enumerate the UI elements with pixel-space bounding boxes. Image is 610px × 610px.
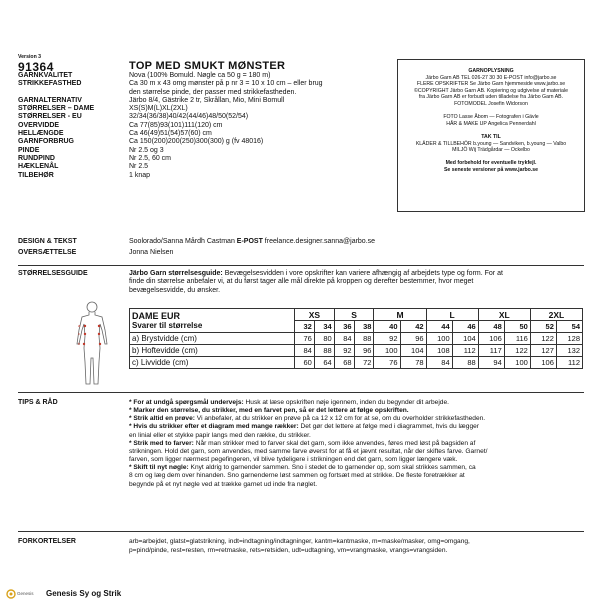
size-header: L	[426, 309, 478, 321]
size-header: S	[334, 309, 374, 321]
measurement-value: 112	[556, 357, 582, 369]
spec-label: OVERVIDDE	[18, 121, 60, 129]
spec-label: GARNALTERNATIV	[18, 96, 82, 104]
sizeguide-intro	[129, 270, 585, 295]
measurement-value: 94	[478, 357, 504, 369]
measurement-value: 112	[452, 345, 478, 357]
measurement-value: 106	[530, 357, 556, 369]
tip-text: en linial eller et stykke papir langs med den række, du strikker.	[129, 431, 311, 439]
size-table-title: DAME EUR	[132, 310, 181, 321]
infobox-line: Med forbehold for eventuelle trykfejl.	[445, 160, 537, 167]
infobox-line: KLÄDER & TILLBEHÖR b.young — Sandviken, b.young — Valbo	[415, 140, 567, 147]
infobox-line: fra Järbo Garn AB er forbudt uden tilladelse fra Järbo Garn AB.	[418, 94, 564, 101]
tip-line	[129, 464, 585, 472]
spec-row	[18, 147, 398, 155]
measurement-value: 64	[314, 357, 334, 369]
eu-size: 40	[374, 321, 400, 333]
tip-text: Vi anbefaler, at du strikker en prøve på ca 12 x 12 cm for at se, om du overholder strikkefastheden.	[194, 415, 486, 423]
svg-text:a: a	[78, 323, 81, 328]
tip-line	[129, 423, 585, 431]
eu-size: 36	[334, 321, 354, 333]
tip-text: farven, som ligger nærmest pegefingeren, vil blive tydeligere i strikningen end det garn, som ligger længere væk.	[129, 456, 458, 464]
measurement-value: 128	[556, 333, 582, 345]
measurement-value: 96	[354, 345, 374, 357]
sizeguide-intro-line: Bevægelsesvidden i vore opskrifter kan variere afhængig af arbejdets type og form. For at	[222, 270, 503, 277]
measurement-value: 88	[452, 357, 478, 369]
spec-label: STRIKKEFASTHED	[18, 80, 82, 88]
infobox-line: ©COPYRIGHT Järbo Garn AB. Kopiering og udgivelse af materiale	[414, 87, 568, 94]
spec-value: Järbo 8/4, Gästrike 2 tr, Skrållan, Mio, Mini Bomull	[129, 96, 285, 104]
measurement-value: 68	[334, 357, 354, 369]
size-table-row	[130, 357, 583, 369]
spec-value: Nr 2.5	[129, 163, 149, 171]
spec-value: Ca 77(85)93(101)111(120) cm	[129, 121, 223, 129]
measurement-value: 104	[400, 345, 426, 357]
eu-size: 34	[314, 321, 334, 333]
translator-label: OVERSÆTTELSE	[18, 249, 77, 256]
spec-value: Ca 46(49)51(54)57(60) cm	[129, 130, 212, 138]
eu-size: 42	[400, 321, 426, 333]
spec-value: 32/34(36/38)40/42(44/46)48/50(52/54)	[129, 113, 249, 121]
measurement-value: 88	[314, 345, 334, 357]
tips-label: TIPS & RÅD	[18, 399, 58, 406]
footer-brand: Genesis Sy og Strik	[46, 589, 122, 598]
pattern-number: 91364	[18, 60, 54, 74]
size-header: XL	[478, 309, 530, 321]
abbreviations-line: p=pind/pinde, rest=resten, rm=retmaske, rets=retsiden, udt=udtagning, vm=vrangmaske, vrangs=vrangsiden.	[129, 547, 448, 554]
version-label: Version 3	[18, 54, 42, 60]
tip-text: 8 cm og læg dem over hinanden. Sno garnenderne løst sammen og fortsæt med at strikke. De fleste foretrækker at	[129, 472, 465, 480]
spec-row	[18, 172, 398, 180]
spec-value: Nova (100% Bomuld. Nøgle ca 50 g = 180 m)	[129, 72, 271, 79]
svg-text:b: b	[78, 341, 81, 346]
tip-text: strikningen. Hold det garn, som anvendes, med samme farve øverst for at få et jævnt resultat, når der skiftes farve. Garnet/	[129, 447, 488, 455]
tip-heading: * Hvis du strikker efter et diagram med mange rækker:	[129, 423, 299, 431]
measurement-value: 72	[354, 357, 374, 369]
translator-value: Jonna Nielsen	[129, 249, 174, 256]
spec-label: PINDE	[18, 146, 40, 154]
tip-text: Husk at læse opskriften nøje igennem, inden du begynder dit arbejde.	[243, 399, 449, 406]
size-header: XS	[295, 309, 335, 321]
design-email: freelance.designer.sanna@jarbo.se	[262, 238, 376, 245]
eu-size: 46	[452, 321, 478, 333]
spec-row	[18, 138, 398, 146]
spec-value: Ca 30 m x 43 omg mønster på p nr 3 = 10 x 10 cm – eller brug	[129, 80, 323, 88]
sizeguide-label: STØRRELSESGUIDE	[18, 270, 88, 277]
measurement-value: 117	[478, 345, 504, 357]
measurement-value: 122	[530, 333, 556, 345]
size-header: M	[374, 309, 426, 321]
measurement-value: 100	[374, 345, 400, 357]
measurement-label: a) Brystvidde (cm)	[130, 333, 295, 345]
tip-heading: * For at undgå spørgsmål undervejs:	[129, 399, 244, 406]
measurement-label: c) Livvidde (cm)	[130, 357, 295, 369]
measurement-value: 92	[334, 345, 354, 357]
size-table-row	[130, 333, 583, 345]
measurement-value: 88	[354, 333, 374, 345]
infobox-line: GARNOPLYSNING	[468, 68, 514, 74]
tip-heading: * Skift til nyt nøgle:	[129, 464, 189, 472]
sizeguide-intro-line: finde din størrelse anbefaler vi, at du først tager alle mål direkte på kroppen og derefter bestemmer, hvor meget	[129, 278, 474, 286]
measurement-value: 60	[295, 357, 315, 369]
tip-line	[129, 440, 585, 448]
spec-label: HÆKLENÅL	[18, 163, 59, 171]
sizeguide-intro-line: bevægelsesvidde, du ønsker.	[129, 286, 221, 294]
design-label: DESIGN & TEKST	[18, 238, 77, 245]
spec-label: GARNKVALITET	[18, 72, 73, 79]
spec-label: HELLÆNGDE	[18, 130, 64, 138]
measurement-value: 84	[334, 333, 354, 345]
spec-label: RUNDPIND	[18, 154, 55, 162]
tip-text: Knyt aldrig to garnender sammen. Sno i stedet de to garnender op, som skal strikkes sammen, ca	[188, 464, 476, 472]
tip-heading: * Marker den størrelse, du strikker, med en farvet pen, så er det lettere at følge opskriften.	[129, 407, 409, 415]
infobox-line: HÅR & MAKE UP Angelica Pennerdahl	[446, 120, 536, 127]
spec-row	[18, 130, 398, 138]
eu-size: 44	[426, 321, 452, 333]
genesis-logo-text: Genesis	[17, 591, 34, 596]
tip-heading: * Strik altid en prøve:	[129, 415, 195, 423]
tip-line	[129, 432, 585, 440]
infobox-line: TAK TIL	[481, 133, 501, 140]
infobox-line	[398, 127, 584, 134]
spec-value: Nr 2.5 og 3	[129, 146, 164, 154]
spec-value: XS(S)M(L)XL(2XL)	[129, 105, 188, 113]
pattern-title: TOP MED SMUKT MØNSTER	[129, 60, 286, 72]
measurement-value: 92	[374, 333, 400, 345]
spec-row	[18, 89, 398, 97]
spec-label: STØRRELSER – DAME	[18, 105, 95, 113]
tip-line	[129, 456, 585, 464]
spec-label: STØRRELSER - EU	[18, 113, 82, 121]
size-table	[129, 308, 583, 369]
size-header: 2XL	[530, 309, 582, 321]
tip-line	[129, 472, 585, 480]
measurement-value: 104	[452, 333, 478, 345]
size-table-row	[130, 345, 583, 357]
spec-row	[18, 113, 398, 121]
tip-line	[129, 448, 585, 456]
measurement-value: 127	[530, 345, 556, 357]
infobox-line: Järbo Garn AB TEL 026-27 30 30 E-POST info@jarbo.se	[425, 74, 557, 81]
abbreviations-line: arb=arbejdet, glatst=glatstrikning, indt=indtagning/indtagninger, kantm=kantmaske, m=maske/masker, omg=omgang,	[129, 538, 470, 545]
measurement-value: 116	[504, 333, 530, 345]
eu-size: 52	[530, 321, 556, 333]
measurement-value: 100	[426, 333, 452, 345]
spec-value: 1 knap	[129, 171, 151, 179]
size-table-corner	[130, 309, 295, 333]
infobox-line: FOTO Lasse Åbom — Fotografen i Gävle	[443, 114, 539, 121]
measurement-value: 108	[426, 345, 452, 357]
measurement-value: 78	[400, 357, 426, 369]
measurement-value: 84	[426, 357, 452, 369]
spec-value: Ca 150(200)200(250)300(300) g (fv 48016)	[129, 138, 264, 146]
spec-value: Nr 2.5, 60 cm	[129, 154, 172, 162]
tip-text: Når man strikker med to farver skal det garn, som ikke anvendes, føres med løst på bagsiden af	[193, 439, 476, 447]
infobox-line: FOTOMODEL Josefin Widorson	[454, 100, 528, 107]
measurement-value: 132	[556, 345, 582, 357]
genesis-logo-icon	[6, 589, 16, 599]
spec-row	[18, 105, 398, 113]
spec-row	[18, 163, 398, 171]
spec-row	[18, 122, 398, 130]
measurement-value: 106	[478, 333, 504, 345]
infobox-line: FLERE OPSKRIFTER Se Järbo Garn hjemmeside www.jarbo.se	[416, 81, 566, 88]
tip-heading: * Strik med to farver:	[129, 439, 194, 447]
measurement-value: 122	[504, 345, 530, 357]
tip-line	[129, 399, 585, 407]
eu-size: 50	[504, 321, 530, 333]
measurement-value: 76	[295, 333, 315, 345]
size-table-subtitle: Svarer til størrelse	[132, 320, 203, 330]
measurement-value: 96	[400, 333, 426, 345]
svg-text:c: c	[78, 331, 80, 336]
sizeguide-intro-title: Järbo Garn størrelsesguide:	[129, 270, 223, 277]
spec-value: den størrelse pinde, der passer med strikkefastheden.	[129, 88, 297, 96]
body-measurement-figure-icon	[70, 300, 114, 388]
tips-list	[129, 399, 585, 489]
infobox-line: Se seneste versioner på www.jarbo.se	[443, 166, 539, 173]
eu-size: 32	[295, 321, 315, 333]
tip-line	[129, 481, 585, 489]
measurement-value: 80	[314, 333, 334, 345]
tip-text: Det gør det lettere at følge med i diagrammet, hvis du lægger	[298, 423, 479, 431]
measurement-label: b) Hoftevidde (cm)	[130, 345, 295, 357]
design-value	[129, 238, 375, 246]
spec-label: TILBEHØR	[18, 171, 54, 179]
measurement-value: 84	[295, 345, 315, 357]
infobox-line: MILJÖ Wij Trädgårdar — Ockelbo	[452, 147, 530, 154]
eu-size: 38	[354, 321, 374, 333]
yarn-info-box	[397, 59, 585, 212]
eu-size: 48	[478, 321, 504, 333]
infobox-line	[398, 154, 584, 161]
spec-row	[18, 155, 398, 163]
abbreviations-label: FORKORTELSER	[18, 538, 76, 545]
tip-line	[129, 415, 585, 423]
design-name: Soolorado/Sanna Mårdh Castman	[129, 238, 237, 245]
spec-label: GARNFORBRUG	[18, 138, 74, 146]
measurement-value: 100	[504, 357, 530, 369]
spec-row	[18, 97, 398, 105]
genesis-logo	[6, 589, 36, 600]
eu-size: 54	[556, 321, 582, 333]
measurement-value: 76	[374, 357, 400, 369]
design-email-label: E-POST	[236, 238, 263, 245]
spec-row	[18, 80, 398, 88]
spec-list	[18, 72, 398, 180]
tip-text: begynde på et nyt nøgle ved at trække garnet ud inde fra nøglet.	[129, 480, 318, 488]
